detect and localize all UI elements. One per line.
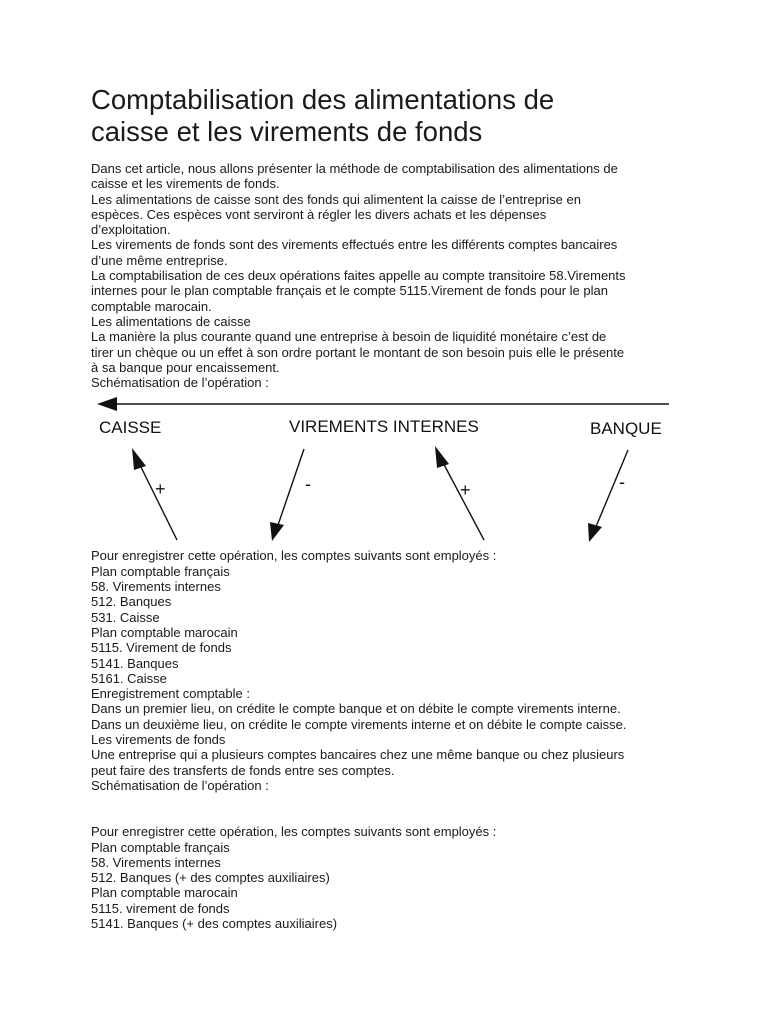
intro-section — [91, 161, 691, 390]
section-heading: Les alimentations de caisse — [91, 313, 251, 329]
text-line: Pour enregistrer cette opération, les comptes suivants sont employés : — [91, 548, 497, 564]
text-line: Dans un premier lieu, on crédite le compte banque et on débite le compte virements interne. — [91, 701, 621, 717]
text-line: Les virements de fonds sont des virements effectués entre les différents comptes bancaires — [91, 237, 618, 253]
text-line: d’une même entreprise. — [91, 252, 228, 268]
text-line: Schématisation de l’opération : — [91, 777, 269, 793]
text-line: internes pour le plan comptable français et le compte 5115.Virement de fonds pour le plan — [91, 283, 608, 299]
middle-section — [91, 548, 691, 793]
text-line: Enregistrement comptable : — [91, 686, 250, 702]
arrow-to-caisse — [137, 459, 177, 540]
text-line: Plan comptable français — [91, 839, 230, 855]
text-line: Plan comptable marocain — [91, 624, 238, 640]
text-line: peut faire des transferts de fonds entre ses comptes. — [91, 762, 395, 778]
text-line: La comptabilisation de ces deux opérations faites appelle au compte transitoire 58.Virements — [91, 268, 626, 284]
text-line: Une entreprise qui a plusieurs comptes bancaires chez une même banque ou chez plusieurs — [91, 747, 625, 763]
article-title — [91, 84, 691, 148]
text-line: Les alimentations de caisse sont des fonds qui alimentent la caisse de l’entreprise en — [91, 191, 581, 207]
arrow-from-banque-head — [588, 523, 602, 542]
text-line: Schématisation de l’opération : — [91, 375, 269, 391]
arrow-from-virements-head — [270, 522, 284, 541]
text-line: comptable marocain. — [91, 298, 212, 314]
title-line: Comptabilisation des alimentations de — [91, 84, 555, 115]
arrow-to-virements-head — [435, 446, 449, 468]
section-heading: Les virements de fonds — [91, 732, 226, 748]
text-line: Plan comptable marocain — [91, 885, 238, 901]
sign-plus: + — [155, 479, 166, 500]
arrow-to-caisse-head — [132, 448, 146, 470]
text-line: 5115. virement de fonds — [91, 900, 230, 916]
text-line: 512. Banques — [91, 594, 172, 610]
title-line: caisse et les virements de fonds — [91, 116, 483, 147]
arrow-from-virements — [277, 449, 304, 528]
text-line: caisse et les virements de fonds. — [91, 176, 280, 192]
caisse-label: CAISSE — [99, 418, 162, 438]
text-line: espèces. Ces espèces vont serviront à régler les divers achats et les dépenses — [91, 206, 547, 222]
text-line: Pour enregistrer cette opération, les comptes suivants sont employés : — [91, 824, 497, 840]
text-line: 58. Virements internes — [91, 579, 221, 595]
text-line: 5161. Caisse — [91, 670, 167, 686]
text-line: 512. Banques (+ des comptes auxiliaires) — [91, 870, 330, 886]
text-line: Plan comptable français — [91, 563, 230, 579]
article — [91, 84, 691, 931]
missing-diagram-space — [91, 793, 691, 824]
virements-label: VIREMENTS INTERNES — [289, 417, 479, 437]
text-line: à sa banque pour encaissement. — [91, 359, 280, 375]
text-line: d’exploitation. — [91, 222, 171, 238]
banque-label: BANQUE — [590, 419, 662, 439]
sign-plus: + — [460, 480, 471, 501]
text-line: Dans un deuxième lieu, on crédite le compte virements interne et on débite le compte caisse. — [91, 716, 627, 732]
top-arrow-head — [97, 397, 117, 411]
end-section — [91, 824, 691, 931]
text-line: 5115. Virement de fonds — [91, 640, 232, 656]
flow-diagram — [89, 394, 679, 546]
text-line: 531. Caisse — [91, 609, 160, 625]
sign-minus: - — [619, 472, 625, 493]
text-line: 5141. Banques — [91, 655, 179, 671]
text-line: 58. Virements internes — [91, 854, 221, 870]
text-line: Dans cet article, nous allons présenter la méthode de comptabilisation des alimentations de — [91, 161, 618, 176]
text-line: La manière la plus courante quand une entreprise à besoin de liquidité monétaire c’est de — [91, 329, 607, 345]
text-line: tirer un chèque ou un effet à son ordre portant le montant de son besoin puis elle le présente — [91, 344, 625, 360]
text-line: 5141. Banques (+ des comptes auxiliaires) — [91, 915, 338, 931]
sign-minus: - — [305, 474, 311, 495]
